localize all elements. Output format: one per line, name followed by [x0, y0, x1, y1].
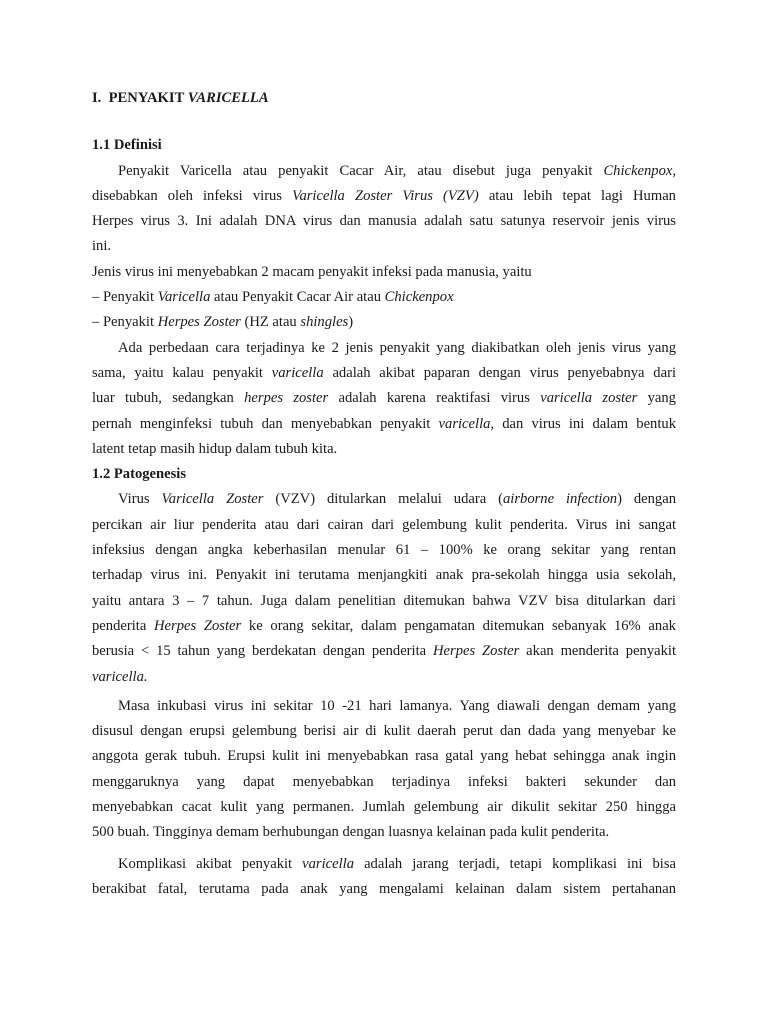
paragraph-komplikasi — [92, 852, 676, 903]
list-item-herpes-zoster: – Penyakit Herpes Zoster (HZ atau shingles) — [92, 314, 354, 331]
list-item-varicella: – Penyakit Varicella atau Penyakit Cacar Air atau Chickenpox — [92, 289, 454, 306]
text-line: latent tetap masih hidup dalam tubuh kita. — [92, 440, 338, 457]
text-line: anggota gerak tubuh. Erupsi kulit ini menyebabkan rasa gatal yang hebat sehingga anak ingin — [92, 748, 676, 765]
text-line: terhadap virus ini. Penyakit ini terutama menjangkiti anak pra-sekolah hingga usia sekolah, — [92, 567, 676, 584]
chapter-title: PENYAKIT — [108, 90, 185, 106]
chapter-title-italic: VARICELLA — [187, 90, 269, 106]
text-line: Penyakit Varicella atau penyakit Cacar Air, atau disebut juga penyakit Chickenpox, — [118, 162, 676, 179]
text-line: ini. — [92, 238, 112, 255]
text-line: luar tubuh, sedangkan herpes zoster adalah karena reaktifasi virus varicella zoster yang — [92, 390, 676, 407]
text-line: sama, yaitu kalau penyakit varicella adalah akibat paparan dengan virus penyebabnya dari — [92, 364, 676, 381]
paragraph-perbedaan — [92, 336, 676, 462]
types-intro: Jenis virus ini menyebabkan 2 macam penyakit infeksi pada manusia, yaitu — [92, 263, 532, 280]
chapter-heading — [92, 86, 676, 111]
text-line: yaitu antara 3 – 7 tahun. Juga dalam penelitian ditemukan bahwa VZV bisa ditularkan dari — [92, 592, 676, 609]
text-line: menyebabkan cacat kulit yang permanen. Jumlah gelembung air dikulit sekitar 250 hingga — [92, 799, 676, 816]
text-line: Virus Varicella Zoster (VZV) ditularkan melalui udara (airborne infection) dengan — [118, 491, 677, 508]
text-line: berakibat fatal, terutama pada anak yang mengalami kelainan dalam sistem pertahanan — [92, 880, 676, 897]
text-line: disusul dengan erupsi gelembung berisi air di kulit daerah perut dan dada yang menyebar ke — [92, 723, 676, 740]
chapter-number: I. — [92, 90, 102, 106]
text-line: Komplikasi akibat penyakit varicella adalah jarang terjadi, tetapi komplikasi ini bisa — [118, 855, 676, 872]
text-line: varicella. — [92, 668, 148, 685]
text-line: percikan air liur penderita atau dari cairan dari gelembung kulit penderita. Virus ini sangat — [92, 516, 676, 533]
paragraph-patogenesis — [92, 487, 676, 689]
text-line: menggaruknya yang dapat menyebabkan terjadinya infeksi bakteri sekunder dan — [92, 773, 676, 790]
text-line: Herpes virus 3. Ini adalah DNA virus dan manusia adalah satu satunya reservoir jenis virus — [92, 213, 676, 230]
text-line: 500 buah. Tingginya demam berhubungan dengan luasnya kelainan pada kulit penderita. — [92, 824, 610, 841]
text-line: disebabkan oleh infeksi virus Varicella Zoster Virus (VZV) atau lebih tepat lagi Human — [92, 187, 676, 204]
text-line: infeksius dengan angka keberhasilan menular 61 – 100% ke orang sekitar yang rentan — [92, 542, 676, 559]
section-title-patogenesis: 1.2 Patogenesis — [92, 466, 187, 483]
paragraph-inkubasi — [92, 694, 676, 846]
text-line: penderita Herpes Zoster ke orang sekitar, dalam pengamatan ditemukan sebanyak 16% anak — [92, 617, 676, 634]
text-line: Masa inkubasi virus ini sekitar 10 -21 hari lamanya. Yang diawali dengan demam yang — [118, 697, 676, 714]
text-line: pernah menginfeksi tubuh dan menyebabkan penyakit varicella, dan virus ini dalam bentuk — [92, 415, 677, 432]
paragraph-definisi — [92, 159, 676, 260]
text-line: Ada perbedaan cara terjadinya ke 2 jenis penyakit yang diakibatkan oleh jenis virus yang — [118, 339, 676, 356]
text-line: berusia < 15 tahun yang berdekatan dengan penderita Herpes Zoster akan menderita penyakit — [92, 643, 677, 660]
section-title-definisi: 1.1 Definisi — [92, 137, 162, 154]
